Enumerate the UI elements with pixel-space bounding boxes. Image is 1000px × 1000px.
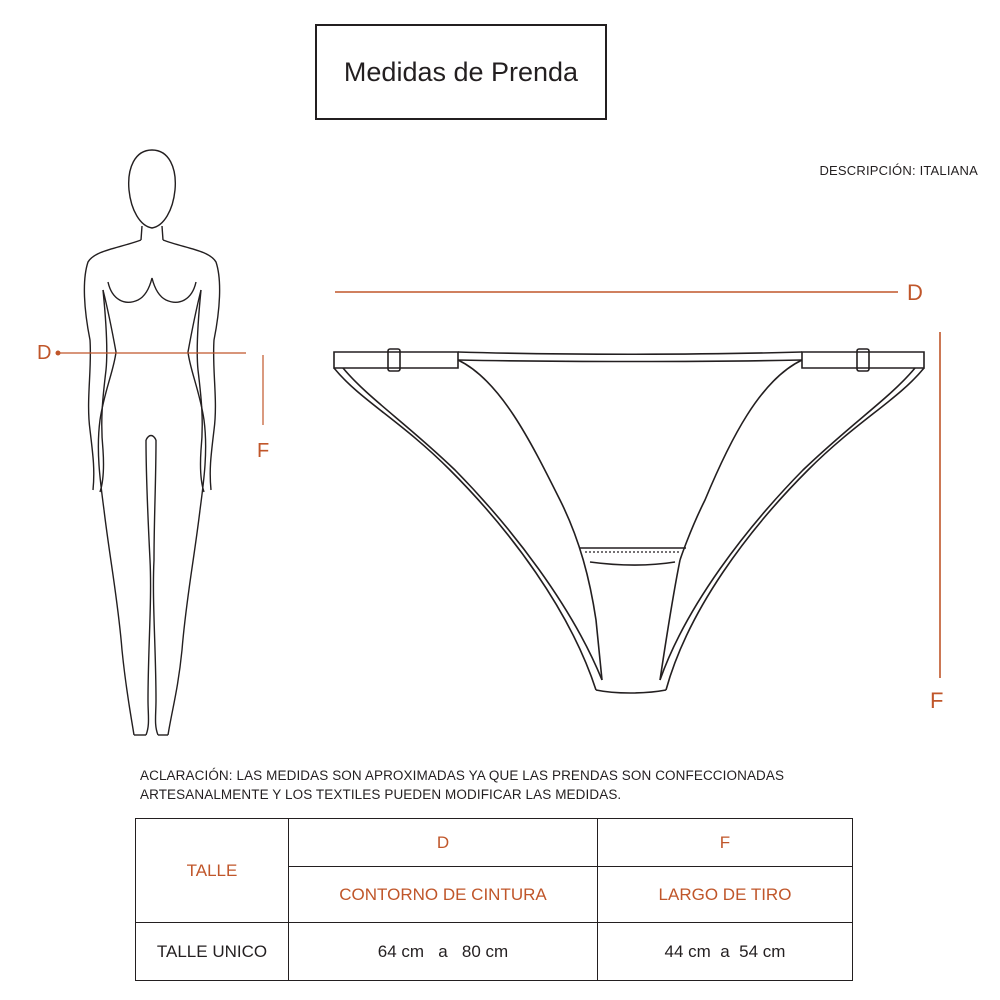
col-f-label: LARGO DE TIRO: [598, 867, 853, 923]
garment-front-top: [458, 352, 802, 354]
garment-rise-letter: F: [930, 688, 944, 713]
garment-waistband-left: [334, 352, 458, 368]
col-d-code: D: [289, 819, 598, 867]
col-d-label: CONTORNO DE CINTURA: [289, 867, 598, 923]
figure-waist-letter: D: [37, 342, 52, 364]
garment-description: DESCRIPCIÓN: ITALIANA: [819, 163, 978, 178]
figure-right-arm: [163, 240, 220, 490]
figure-left-leg-inner: [146, 440, 151, 735]
figure-head: [129, 150, 176, 228]
figure-left-leg-outer: [104, 510, 134, 735]
garment-front-left: [458, 360, 602, 680]
garment-bottom: [596, 690, 666, 693]
garment-outer-right-inner: [660, 368, 915, 680]
garment-front-top-inner: [458, 360, 802, 362]
figure-right-leg-inner: [153, 440, 158, 735]
figure-left-arm: [84, 240, 141, 490]
row-f-value: 44 cm a 54 cm: [598, 923, 853, 981]
col-f-code: F: [598, 819, 853, 867]
figure-torso-left: [98, 290, 116, 510]
page-title: Medidas de Prenda: [343, 56, 579, 87]
garment-drawing: [334, 349, 924, 693]
table-row: [136, 923, 853, 981]
size-table: [135, 818, 853, 981]
disclaimer-note: [140, 766, 900, 804]
disclaimer-line-1: ACLARACIÓN: LAS MEDIDAS SON APROXIMADAS YA QUE LAS PRENDAS SON CONFECCIONADAS: [140, 768, 785, 783]
figure-waist-marker: [56, 351, 247, 356]
garment-outer-left-inner: [343, 368, 602, 680]
garment-front-right: [680, 360, 802, 560]
row-size: TALLE UNICO: [136, 923, 289, 981]
row-d-value: 64 cm a 80 cm: [289, 923, 598, 981]
garment-waist-letter: D: [907, 280, 923, 305]
figure-bust: [108, 278, 196, 302]
garment-front-right-lower: [660, 560, 680, 680]
size-header: TALLE: [136, 819, 289, 923]
figure-rise-letter: F: [257, 440, 270, 462]
garment-waistband-right: [802, 352, 924, 368]
body-figure: [84, 150, 219, 735]
garment-gusset: [580, 548, 686, 565]
garment-outer-left: [334, 368, 596, 690]
figure-crotch: [146, 436, 156, 441]
figure-torso-right: [188, 290, 206, 510]
figure-right-leg-outer: [168, 510, 200, 735]
garment-outer-right: [666, 368, 924, 690]
disclaimer-line-2: ARTESANALMENTE Y LOS TEXTILES PUEDEN MODIFICAR LAS MEDIDAS.: [140, 787, 622, 802]
